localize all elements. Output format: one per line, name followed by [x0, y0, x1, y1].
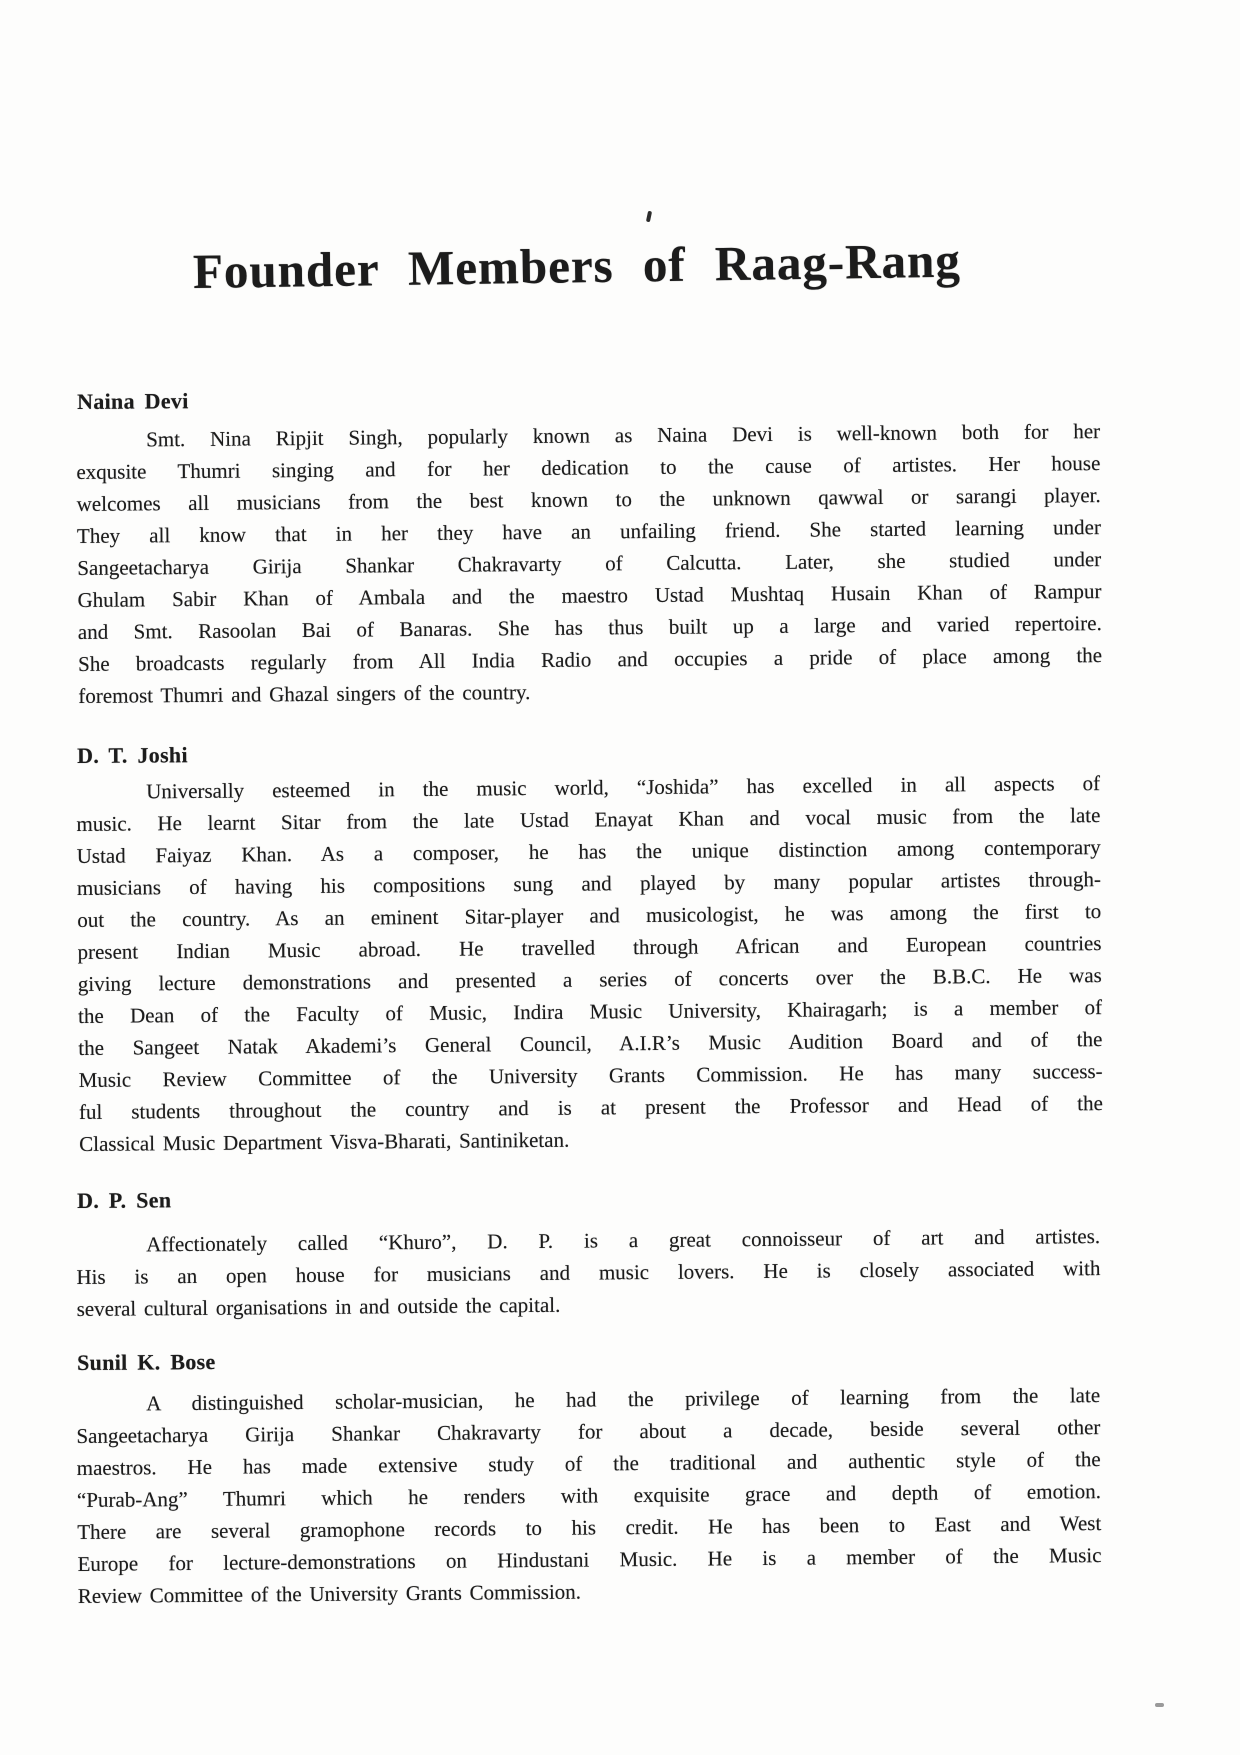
text-line: foremost Thumri and Ghazal singers of the country.: [78, 680, 531, 708]
text-line: several cultural organisations in and outside the capital.: [76, 1292, 561, 1321]
section-heading: Sunil K. Bose: [77, 1349, 216, 1375]
text-line: She broadcasts regularly from All India Radio and occupies a pride of place among the: [77, 643, 1103, 676]
text-line: Ghulam Sabir Khan of Ambala and the maestro Ustad Mushtaq Husain Khan of Rampur: [77, 579, 1102, 612]
text-line: exqusite Thumri singing and for her dedication to the cause of artistes. Her house: [76, 451, 1101, 484]
section-paragraph: [76, 415, 1102, 712]
text-line: the Sangeet Natak Akademi’s General Council, A.I.R’s Music Audition Board and of the: [78, 1027, 1103, 1060]
section-paragraph: [76, 1379, 1102, 1612]
section-heading: D. T. Joshi: [77, 742, 188, 768]
text-line: Smt. Nina Ripjit Singh, popularly known as Naina Devi is well-known both for her: [146, 419, 1101, 452]
text-line: “Purab-Ang” Thumri which he renders with exquisite grace and depth of emotion.: [76, 1479, 1102, 1512]
section-paragraph: [76, 1220, 1101, 1325]
text-line: They all know that in her they have an unfailing friend. She started learning under: [76, 515, 1102, 548]
text-line: Affectionately called “Khuro”, D. P. is a great connoisseur of art and artistes.: [146, 1224, 1101, 1257]
text-line: His is an open house for musicians and music lovers. He is closely associated with: [76, 1256, 1101, 1289]
text-line: and Smt. Rasoolan Bai of Banaras. She has thus built up a large and varied repertoire.: [77, 611, 1102, 644]
text-line: Universally esteemed in the music world, “Joshida” has excelled in all aspects of: [146, 771, 1101, 804]
text-line: A distinguished scholar-musician, he had the privilege of learning from the late: [146, 1383, 1101, 1416]
text-line: out the country. As an eminent Sitar-player and musicologist, he was among the first to: [77, 899, 1102, 932]
scan-speck: [1155, 1703, 1164, 1707]
section-heading: D. P. Sen: [77, 1187, 172, 1213]
scan-artifact-mark: [646, 211, 652, 223]
text-line: Review Committee of the University Grants Commission.: [77, 1579, 582, 1608]
page-title: Founder Members of Raag-Rang: [192, 232, 962, 299]
text-line: ful students throughout the country and is at present the Professor and Head of the: [78, 1091, 1103, 1124]
text-line: Ustad Faiyaz Khan. As a composer, he has the unique distinction among contemporary: [76, 835, 1101, 868]
text-line: the Dean of the Faculty of Music, Indira Music University, Khairagarh; is a member of: [77, 995, 1103, 1028]
text-line: musicians of having his compositions sung and played by many popular artistes through-: [76, 867, 1102, 900]
text-line: music. He learnt Sitar from the late Ustad Enayat Khan and vocal music from the late: [76, 803, 1101, 836]
text-line: maestros. He has made extensive study of the traditional and authentic style of the: [76, 1447, 1101, 1480]
text-line: Europe for lecture-demonstrations on Hindustani Music. He is a member of the Music: [77, 1543, 1102, 1576]
text-line: present Indian Music abroad. He travelled through African and European countries: [77, 931, 1102, 964]
text-line: There are several gramophone records to his credit. He has been to East and West: [77, 1511, 1102, 1544]
text-line: Sangeetacharya Girija Shankar Chakravarty of Calcutta. Later, she studied under: [77, 547, 1102, 580]
text-line: Classical Music Department Visva-Bharati, Santiniketan.: [79, 1127, 570, 1156]
section-heading: Naina Devi: [77, 388, 189, 414]
text-line: giving lecture demonstrations and presented a series of concerts over the B.B.C. He was: [77, 963, 1102, 996]
section-paragraph: [76, 767, 1103, 1160]
text-line: Music Review Committee of the University Grants Commission. He has many success-: [78, 1059, 1103, 1092]
text-line: welcomes all musicians from the best known to the unknown qawwal or sarangi player.: [76, 483, 1101, 516]
text-line: Sangeetacharya Girija Shankar Chakravarty for about a decade, beside several other: [76, 1415, 1101, 1448]
